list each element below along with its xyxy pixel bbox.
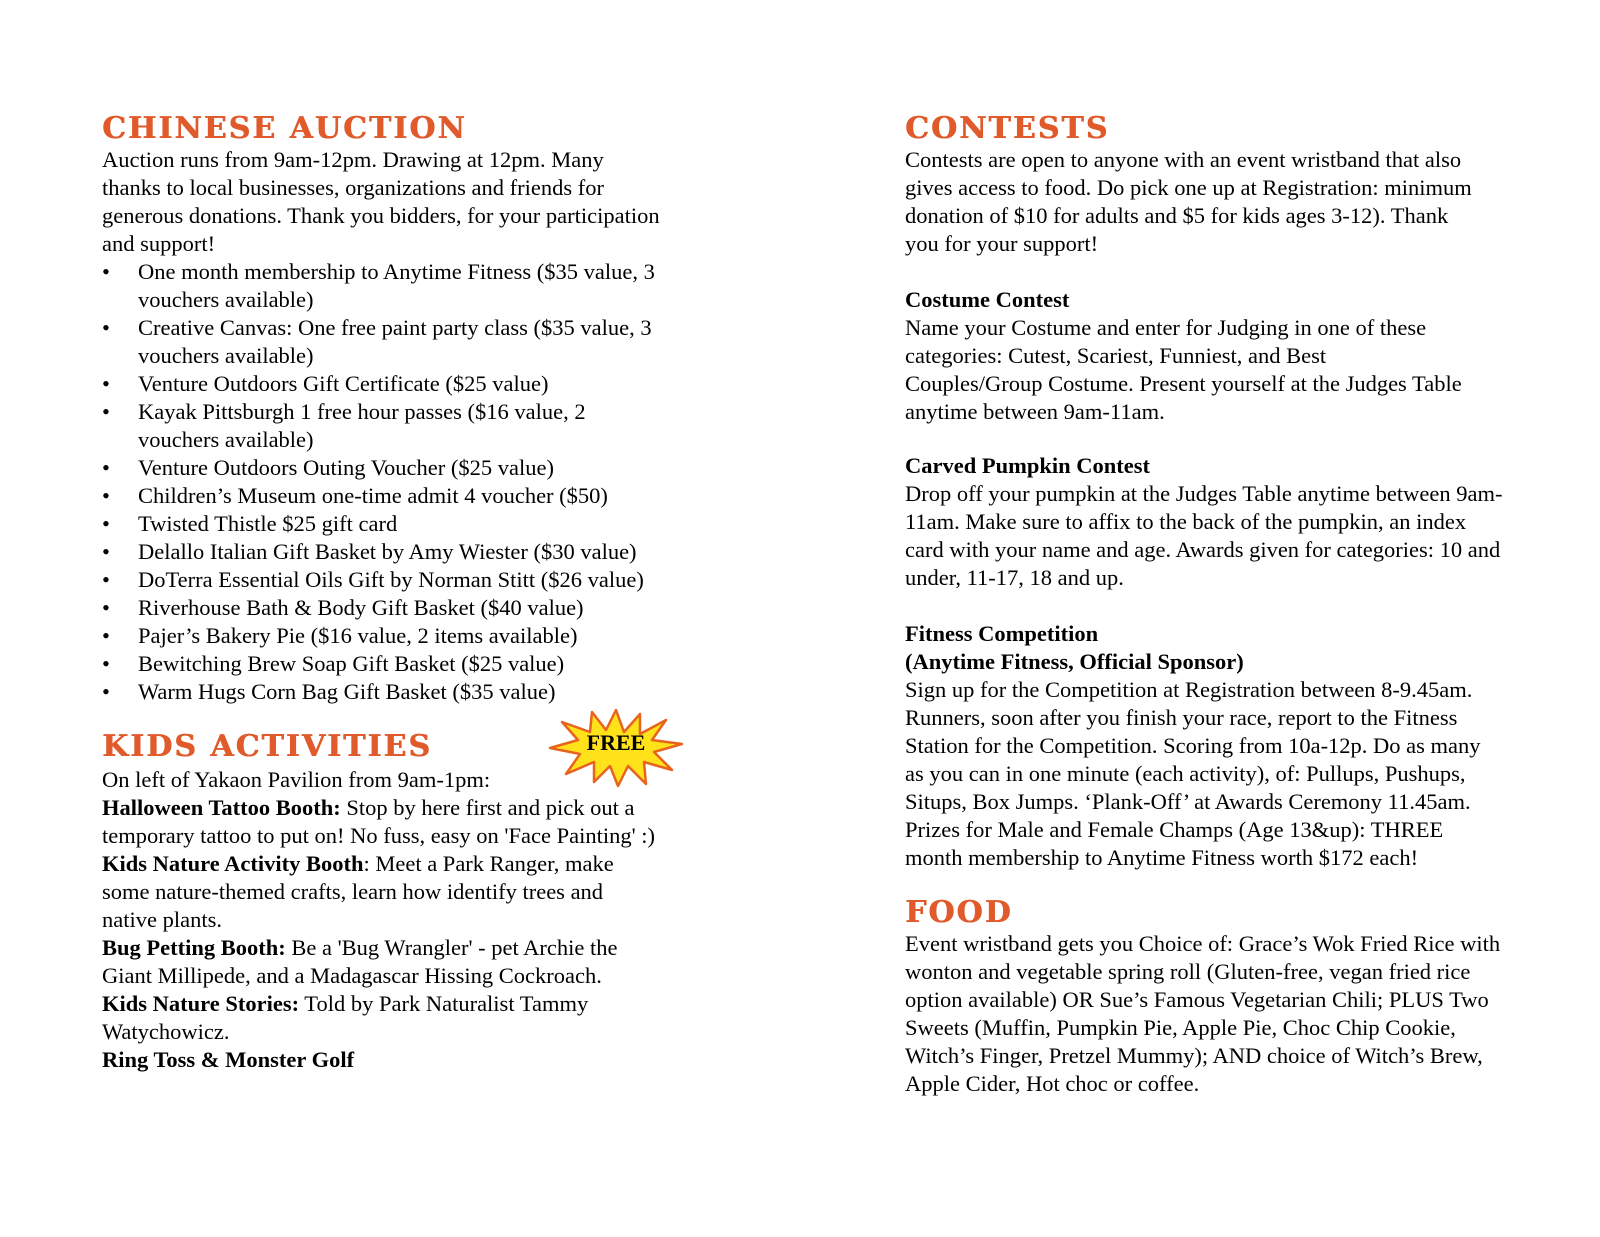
left-column	[102, 112, 702, 1074]
kids-booth-desc: Told by Park Naturalist Tammy Watychowicz.	[102, 991, 589, 1044]
auction-item: • Riverhouse Bath & Body Gift Basket ($40 value)	[102, 594, 702, 622]
kids-booth-name: Halloween Tattoo Booth:	[102, 795, 341, 820]
kids-booth-name: Bug Petting Booth:	[102, 935, 286, 960]
kids-booth	[102, 990, 662, 1046]
pumpkin-contest-title: Carved Pumpkin Contest	[905, 453, 1151, 478]
auction-item: • Delallo Italian Gift Basket by Amy Wiester ($30 value)	[102, 538, 702, 566]
free-badge-label: FREE	[586, 730, 646, 755]
kids-booth-name: Kids Nature Stories:	[102, 991, 300, 1016]
costume-contest-text: Name your Costume and enter for Judging in one of these categories: Cutest, Scariest, Funniest, and Best Couples/Group Costume. Present yourself at the Judges Table anytime between 9am-11am.	[905, 315, 1462, 424]
auction-item: • Venture Outdoors Outing Voucher ($25 value)	[102, 454, 702, 482]
costume-contest-title: Costume Contest	[905, 287, 1070, 312]
free-badge	[548, 708, 684, 788]
auction-item: • Pajer’s Bakery Pie ($16 value, 2 items available)	[102, 622, 702, 650]
kids-booth-desc: Be a 'Bug Wrangler' - pet Archie the Giant Millipede, and a Madagascar Hissing Cockroach.	[102, 935, 618, 988]
fitness-competition-text: Sign up for the Competition at Registration between 8-9.45am. Runners, soon after you finish your race, report to the Fitness Station for the Competition. Scoring from 10a-12p. Do as many as you can in one minute (each activity), of: Pullups, Pushups, Situps, Box Jumps. ‘Plank-Off’ at Awards Ceremony 11.45am. Prizes for Male and Female Champs (Age 13&up): THREE month membership to Anytime Fitness worth $172 each!	[905, 677, 1481, 870]
kids-last-activity: Ring Toss & Monster Golf	[102, 1047, 355, 1072]
contests-title: CONTESTS	[905, 111, 1110, 146]
kids-title: KIDS ACTIVITIES	[102, 729, 432, 764]
fitness-competition-title: Fitness Competition	[905, 621, 1099, 646]
auction-item: • Creative Canvas: One free paint party class ($35 value, 3 vouchers available)	[102, 314, 698, 370]
kids-booth	[102, 934, 662, 990]
auction-item: • Bewitching Brew Soap Gift Basket ($25 value)	[102, 650, 702, 678]
kids-header	[102, 730, 702, 766]
kids-booth-name: Kids Nature Activity Booth	[102, 851, 364, 876]
auction-item: • DoTerra Essential Oils Gift by Norman Stitt ($26 value)	[102, 566, 702, 594]
food-title: FOOD	[905, 895, 1013, 930]
kids-intro: On left of Yakaon Pavilion from 9am-1pm:	[102, 767, 491, 792]
auction-item: • Warm Hugs Corn Bag Gift Basket ($35 value)	[102, 678, 702, 706]
fitness-competition-sponsor: (Anytime Fitness, Official Sponsor)	[905, 649, 1244, 674]
auction-item: • Children’s Museum one-time admit 4 voucher ($50)	[102, 482, 702, 510]
kids-booth-desc: : Meet a Park Ranger, make some nature-themed crafts, learn how identify trees and native plants.	[102, 851, 614, 932]
auction-intro: Auction runs from 9am-12pm. Drawing at 12pm. Many thanks to local businesses, organizations and friends for generous donations. Thank you bidders, for your participation and support!	[102, 147, 660, 256]
auction-item: • Twisted Thistle $25 gift card	[102, 510, 702, 538]
right-column	[905, 112, 1515, 1098]
kids-booth-desc: Stop by here first and pick out a temporary tattoo to put on! No fuss, easy on 'Face Painting' :)	[102, 795, 656, 848]
contests-intro: Contests are open to anyone with an event wristband that also gives access to food. Do pick one up at Registration: minimum donation of $10 for adults and $5 for kids ages 3-12). Thank you for your support!	[905, 147, 1472, 256]
auction-title: CHINESE AUCTION	[102, 111, 467, 146]
kids-booth	[102, 794, 702, 850]
auction-item: • Venture Outdoors Gift Certificate ($25 value)	[102, 370, 702, 398]
auction-item-list	[102, 258, 702, 706]
auction-item: • Kayak Pittsburgh 1 free hour passes ($16 value, 2 vouchers available)	[102, 398, 648, 454]
food-text: Event wristband gets you Choice of: Grace’s Wok Fried Rice with wonton and vegetable spring roll (Gluten-free, vegan fried rice option available) OR Sue’s Famous Vegetarian Chili; PLUS Two Sweets (Muffin, Pumpkin Pie, Apple Pie, Choc Chip Cookie, Witch’s Finger, Pretzel Mummy); AND choice of Witch’s Brew, Apple Cider, Hot choc or coffee.	[905, 931, 1501, 1096]
kids-booth	[102, 850, 662, 934]
auction-item: • One month membership to Anytime Fitness ($35 value, 3 vouchers available)	[102, 258, 698, 314]
pumpkin-contest-text: Drop off your pumpkin at the Judges Table anytime between 9am-11am. Make sure to affix to the back of the pumpkin, an index card with your name and age. Awards given for categories: 10 and under, 11-17, 18 and up.	[905, 481, 1503, 590]
